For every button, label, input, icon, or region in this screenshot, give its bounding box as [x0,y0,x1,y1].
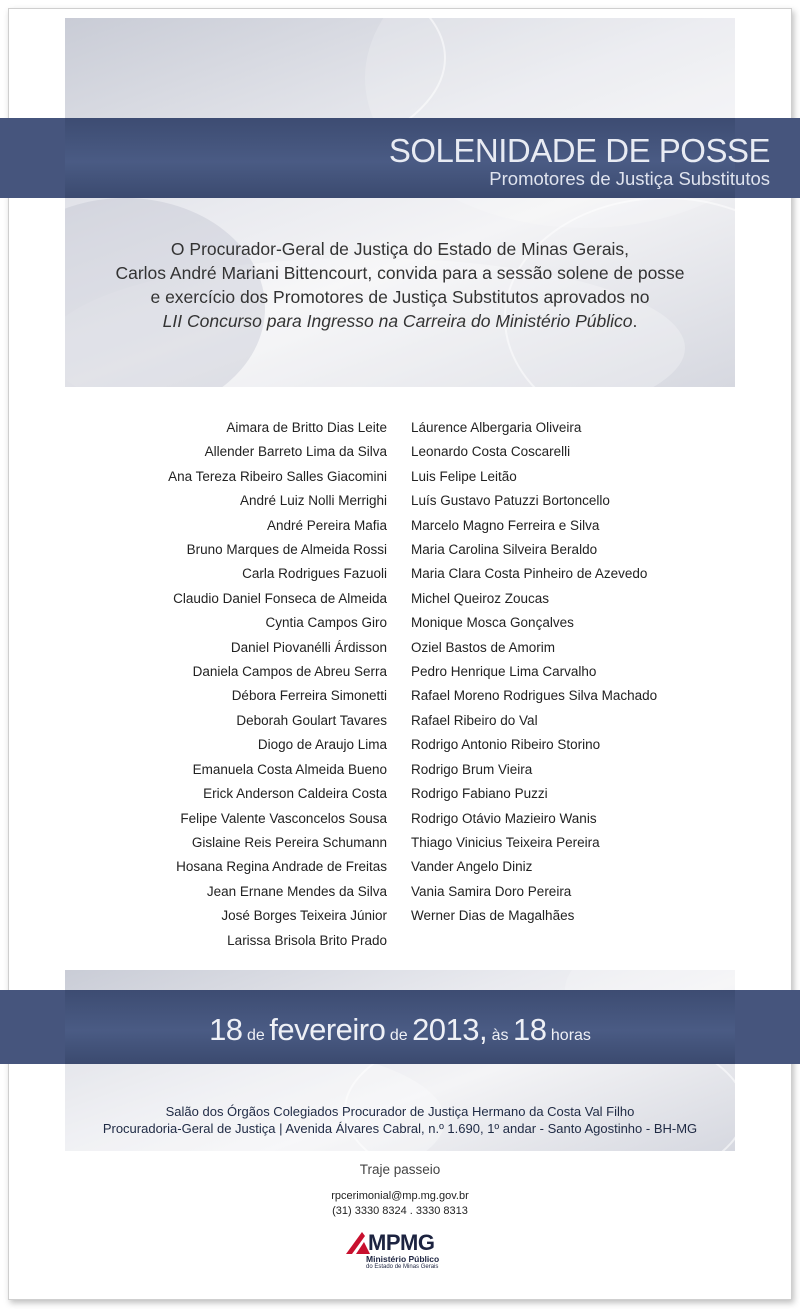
contact-email[interactable]: rpcerimonial@mp.mg.gov.br [331,1190,469,1202]
name-list-item: Hosana Regina Andrade de Freitas [176,859,387,875]
invitation-line: O Procurador-Geral de Justiça do Estado de Minas Gerais, [170,239,630,259]
invitation-line: e exercício dos Promotores de Justiça Substitutos aprovados no [150,287,650,307]
name-list-item: Láurence Albergaria Oliveira [411,420,582,435]
name-list-item: Maria Clara Costa Pinheiro de Azevedo [411,566,648,582]
name-list-item: Aimara de Britto Dias Leite [226,420,387,435]
name-list-item: Pedro Henrique Lima Carvalho [411,664,597,680]
name-list-item: Luis Felipe Leitão [411,468,517,484]
contact-phones: (31) 3330 8324 . 3330 8313 [332,1205,468,1217]
event-subtitle: Promotores de Justiça Substitutos [489,168,770,189]
name-list-item: Cyntia Campos Giro [265,615,387,631]
name-list-item: Vander Angelo Diniz [411,859,533,875]
name-list-item: Werner Dias de Magalhães [411,908,575,924]
event-title: SOLENIDADE DE POSSE [388,132,770,169]
contest-name: LII Concurso para Ingresso na Carreira do Ministério Público [162,311,633,331]
name-list-item: Rodrigo Antonio Ribeiro Storino [411,737,601,753]
venue-hall: Salão dos Órgãos Colegiados Procurador de Justiça Hermano da Costa Val Filho [165,1104,635,1119]
band-extension-right [735,990,800,1064]
name-list-item: Michel Queiroz Zoucas [411,590,550,606]
name-list-item: Larissa Brisola Brito Prado [227,932,387,948]
band-extension-left [0,118,65,198]
name-list-item: Allender Barreto Lima da Silva [204,444,387,460]
name-list-item: Daniela Campos de Abreu Serra [192,664,387,680]
name-list-item: Erick Anderson Caldeira Costa [203,786,387,802]
name-list-item: André Pereira Mafia [266,517,387,533]
names-column-right [411,416,657,929]
name-list-item: Leonardo Costa Coscarelli [411,444,571,460]
name-list-item: Bruno Marques de Almeida Rossi [186,542,387,558]
band-extension-left [0,990,65,1064]
name-list-item: Luís Gustavo Patuzzi Bortoncello [411,493,610,509]
name-list-item: Rafael Moreno Rodrigues Silva Machado [411,688,658,704]
names-column-left [168,416,387,953]
invitation-line: LII Concurso para Ingresso na Carreira do Ministério Público. [162,311,638,331]
name-list-item: Monique Mosca Gonçalves [411,615,574,631]
event-venue [65,1103,735,1137]
name-list-item: José Borges Teixeira Júnior [221,908,387,924]
name-list-item: Diogo de Araujo Lima [257,737,387,753]
name-list-item: Thiago Vinicius Teixeira Pereira [411,834,600,850]
name-list-item: Marcelo Magno Ferreira e Silva [411,517,600,533]
dress-code: Traje passeio [359,1162,441,1177]
name-list-item: Rodrigo Fabiano Puzzi [411,786,548,802]
contact-info [0,1189,800,1219]
name-list-item: Claudio Daniel Fonseca de Almeida [173,590,387,606]
name-list-item: Rodrigo Otávio Mazieiro Wanis [411,810,597,826]
name-list-item: Gislaine Reis Pereira Schumann [191,834,387,850]
name-list-item: André Luiz Nolli Merrighi [239,493,387,509]
name-list-item: Carla Rodrigues Fazuoli [242,566,387,582]
name-list-item: Emanuela Costa Almeida Bueno [192,761,387,777]
logo-line2: do Estado de Minas Gerais [366,1264,439,1270]
name-list-item: Maria Carolina Silveira Beraldo [411,542,598,558]
name-list-item: Débora Ferreira Simonetti [231,688,387,704]
name-list-item: Rodrigo Brum Vieira [411,761,533,777]
logo-name: MPMG [368,1230,435,1255]
invitation-line: Carlos André Mariani Bittencourt, convida para a sessão solene de posse [115,263,685,283]
event-date: 18 de fevereiro de 2013, às 18 horas [209,1012,591,1047]
mpmg-logo-icon [346,1232,370,1254]
name-list-item: Daniel Piovanélli Árdisson [230,639,387,655]
name-list-item: Oziel Bastos de Amorim [411,639,556,655]
name-list-item: Deborah Goulart Tavares [236,712,387,728]
name-list-item: Vania Samira Doro Pereira [411,883,572,899]
invitation-text [65,237,735,333]
mpmg-logo [346,1230,456,1278]
name-list-item: Rafael Ribeiro do Val [411,712,538,728]
venue-address: Procuradoria-Geral de Justiça | Avenida Álvares Cabral, n.º 1.690, 1º andar - Santo Agostinho - BH-MG [102,1121,698,1136]
name-list-item: Ana Tereza Ribeiro Salles Giacomini [168,468,387,484]
name-list-item: Jean Ernane Mendes da Silva [206,883,387,899]
name-list-item: Felipe Valente Vasconcelos Sousa [180,810,387,826]
logo-line1: Ministério Público [366,1254,440,1264]
